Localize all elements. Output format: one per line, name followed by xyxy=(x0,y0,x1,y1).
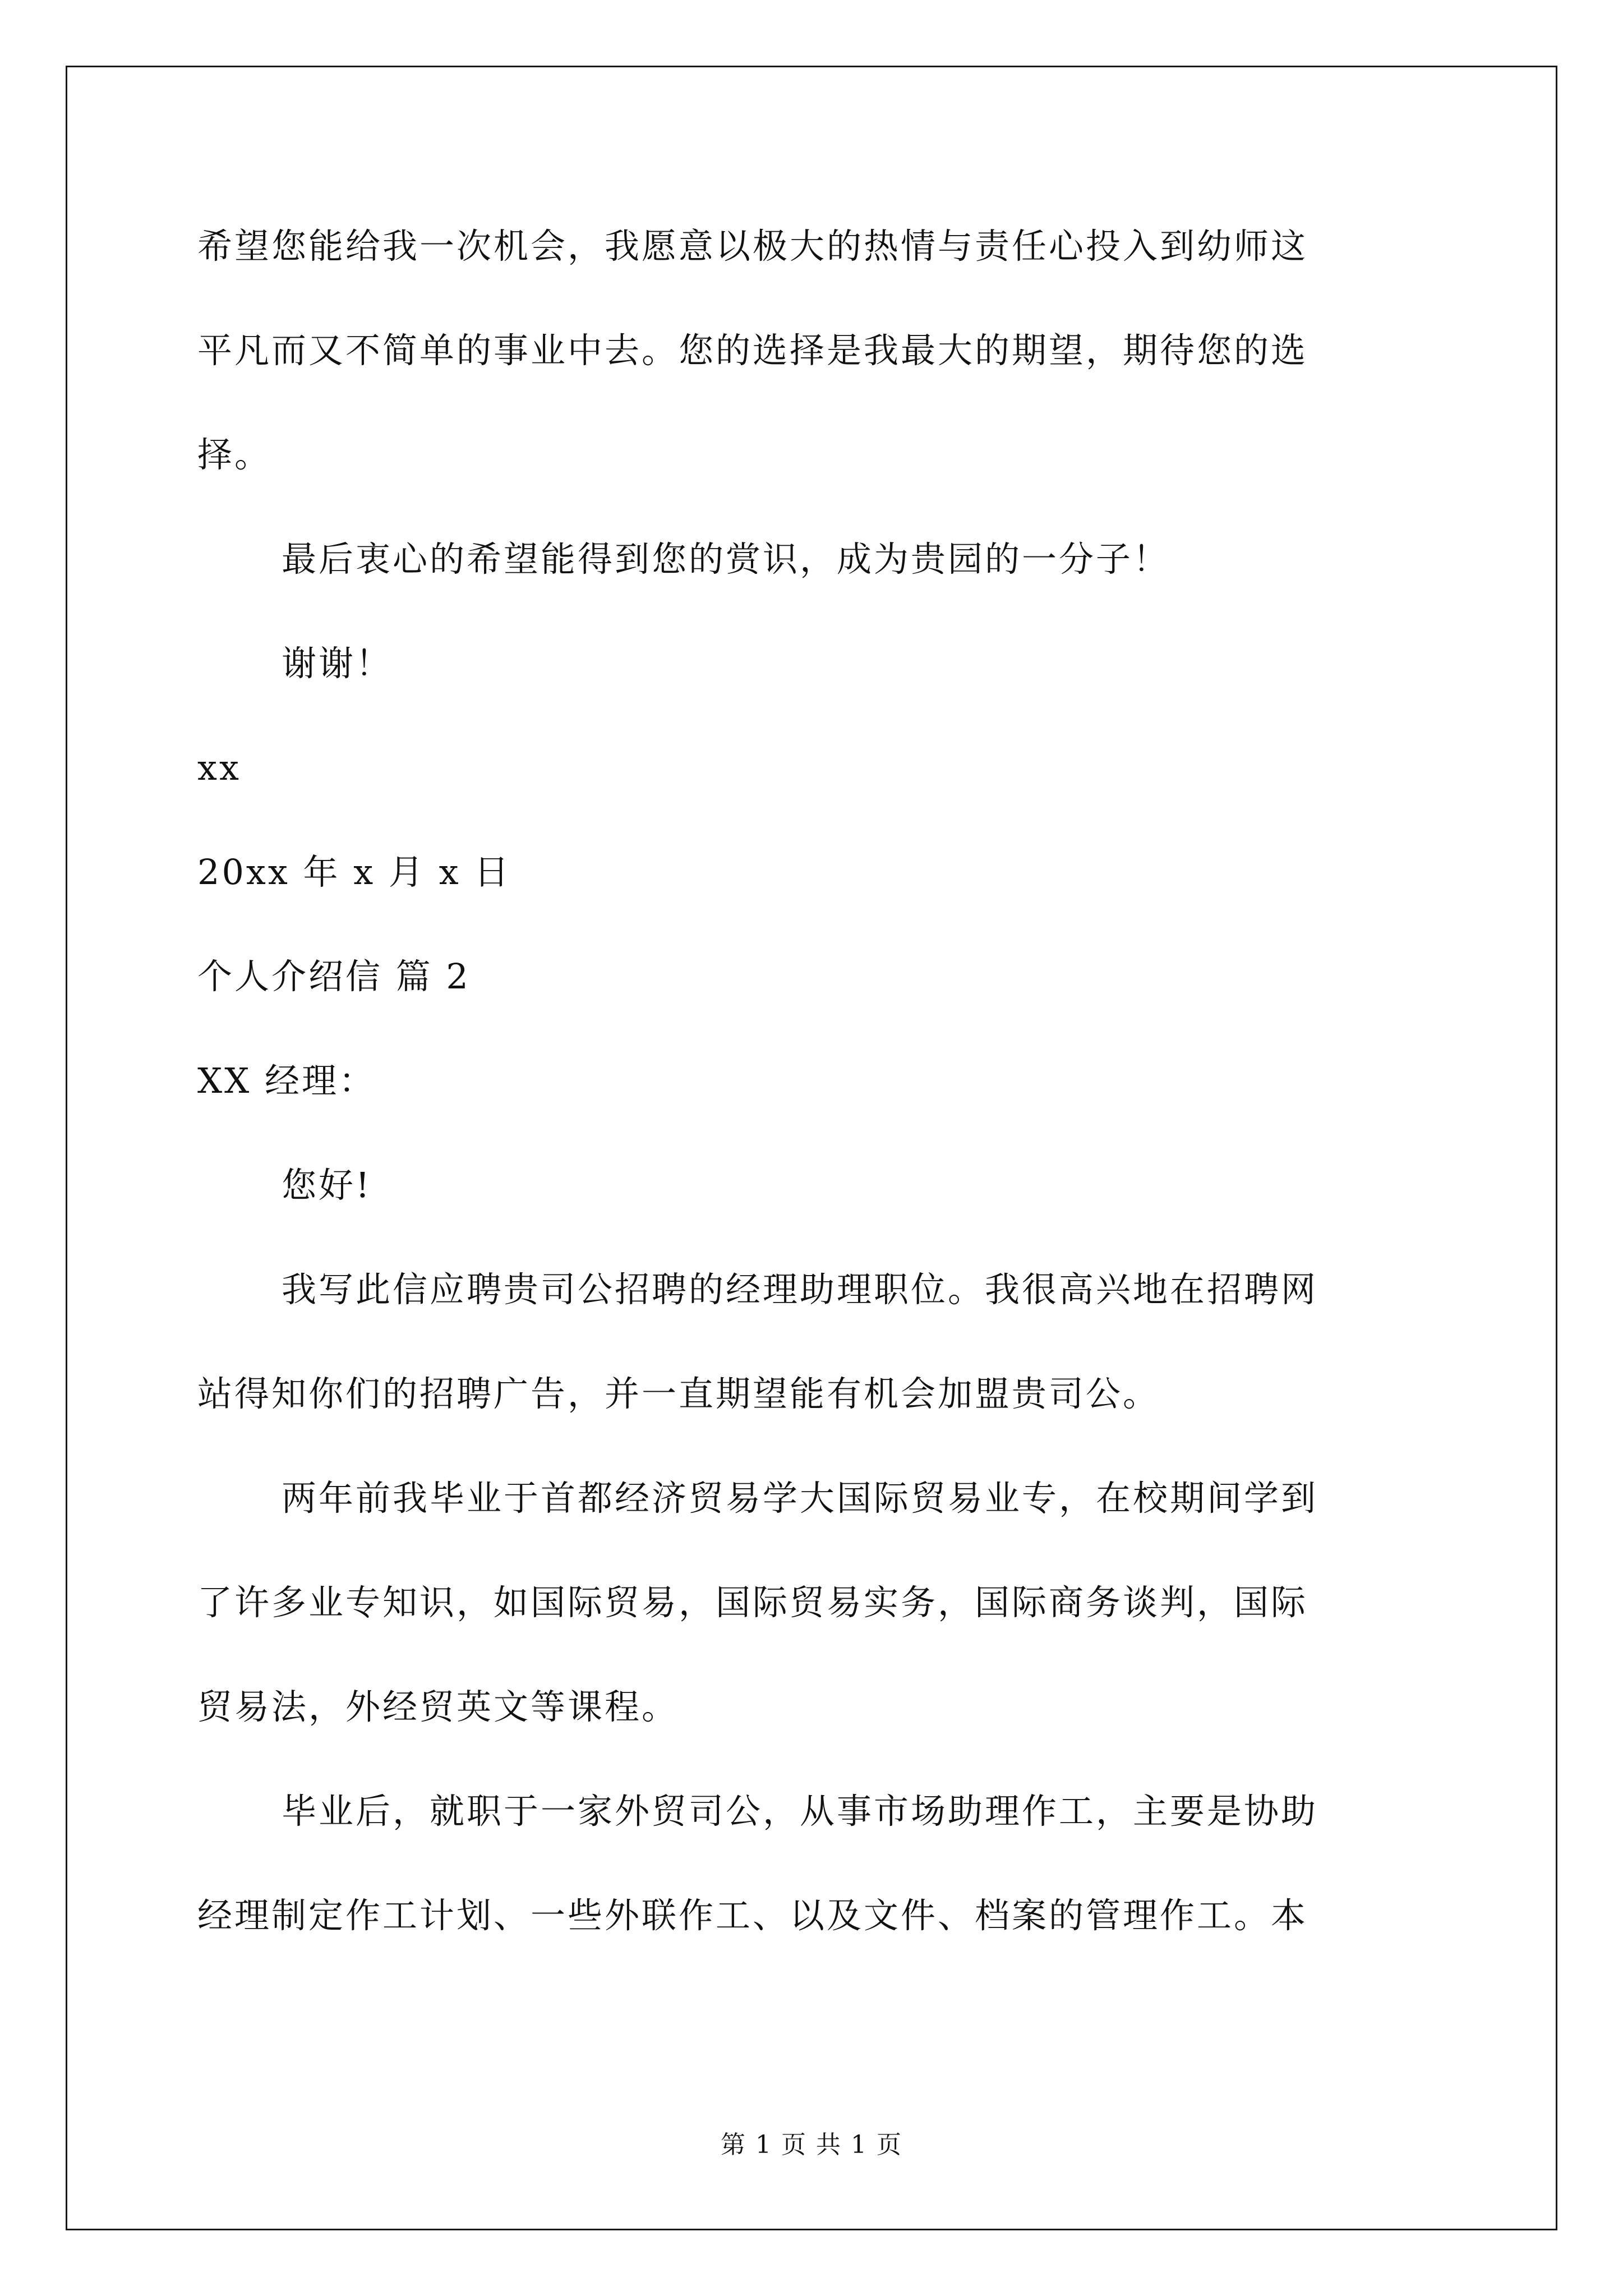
body-line: 最后衷心的希望能得到您的赏识，成为贵园的一分子！ xyxy=(282,539,1170,579)
body-line: 贸易法，外经贸英文等课程。 xyxy=(197,1686,679,1727)
body-line: 我写此信应聘贵司公招聘的经理助理职位。我很高兴地在招聘网 xyxy=(282,1269,1318,1310)
salutation: XX 经理： xyxy=(197,1060,376,1101)
body-line: 谢谢！ xyxy=(282,643,393,684)
body-line: 经理制定作工计划、一些外联作工、以及文件、档案的管理作工。本 xyxy=(197,1895,1308,1936)
body-line: 毕业后，就职于一家外贸司公，从事市场助理作工，主要是协助 xyxy=(282,1791,1318,1832)
body-line: 了许多业专知识，如国际贸易，国际贸易实务，国际商务谈判，国际 xyxy=(197,1582,1308,1623)
signature-date: 20xx 年 x 月 x 日 xyxy=(197,852,511,892)
body-line: 平凡而又不简单的事业中去。您的选择是我最大的期望，期待您的选 xyxy=(197,330,1308,371)
body-line: 希望您能给我一次机会，我愿意以极大的热情与责任心投入到幼师这 xyxy=(197,226,1308,266)
body-line: 两年前我毕业于首都经济贸易学大国际贸易业专，在校期间学到 xyxy=(282,1478,1318,1519)
page-number-footer: 第 1 页 共 1 页 xyxy=(721,2131,902,2159)
greeting: 您好! xyxy=(282,1165,372,1205)
signature-name: xx xyxy=(197,747,241,788)
section-heading: 个人介绍信 篇 2 xyxy=(197,956,471,997)
body-line: 站得知你们的招聘广告，并一直期望能有机会加盟贵司公。 xyxy=(197,1373,1160,1414)
body-line: 择。 xyxy=(197,434,272,475)
